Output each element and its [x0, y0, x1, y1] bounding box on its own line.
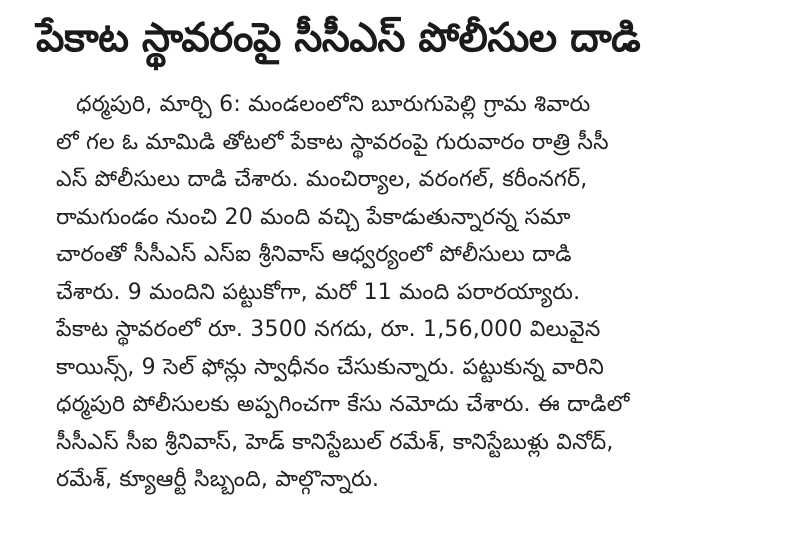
body-line-7: పేకాట స్థావరంలో రూ. 3500 నగదు, రూ. 1,56,000 విలువైన	[56, 317, 601, 342]
body-line-10: సీసీఎస్ సీఐ శ్రీనివాస్, హెడ్ కానిస్టేబుల్ రమేశ్, కానిస్టేబుళ్లు వినోద్,	[56, 429, 614, 455]
body-line-11: రమేశ్, క్యూఆర్టీ సిబ్బంది, పాల్గొన్నారు.	[56, 467, 380, 492]
article-body	[56, 86, 756, 499]
body-line-6: చేశారు. 9 మందిని పట్టుకోగా, మరో 11 మంది పరారయ్యారు.	[56, 279, 581, 305]
headline: పేకాట స్థావరంపై సీసీఎస్ పోలీసుల దాడి	[36, 15, 641, 61]
body-line-2: లో గల ఓ మామిడి తోటలో పేకాట స్థావరంపై గురువారం రాత్రి సీసీ	[56, 129, 609, 155]
body-line-8: కాయిన్స్, 9 సెల్ ఫోన్లు స్వాధీనం చేసుకున్నారు. పట్టుకున్న వారిని	[56, 354, 604, 380]
body-line-3: ఎస్ పోలీసులు దాడి చేశారు. మంచిర్యాల, వరంగల్, కరీంనగర్,	[56, 167, 588, 192]
body-line-5: చారంతో సీసీఎస్ ఎస్ఐ శ్రీనివాస్ ఆధ్వర్యంలో పోలీసులు దాడి	[56, 242, 572, 267]
body-line-9: ధర్మపురి పోలీసులకు అప్పగించగా కేసు నమోదు చేశారు. ఈ దాడిలో	[56, 392, 630, 417]
body-line-4: రామగుండం నుంచి 20 మంది వచ్చి పేకాడుతున్నారన్న సమా	[56, 204, 571, 230]
body-line-1: ధర్మపురి, మార్చి 6: మండలంలోని బూరుగుపెల్లి గ్రామ శివారు	[76, 92, 591, 117]
